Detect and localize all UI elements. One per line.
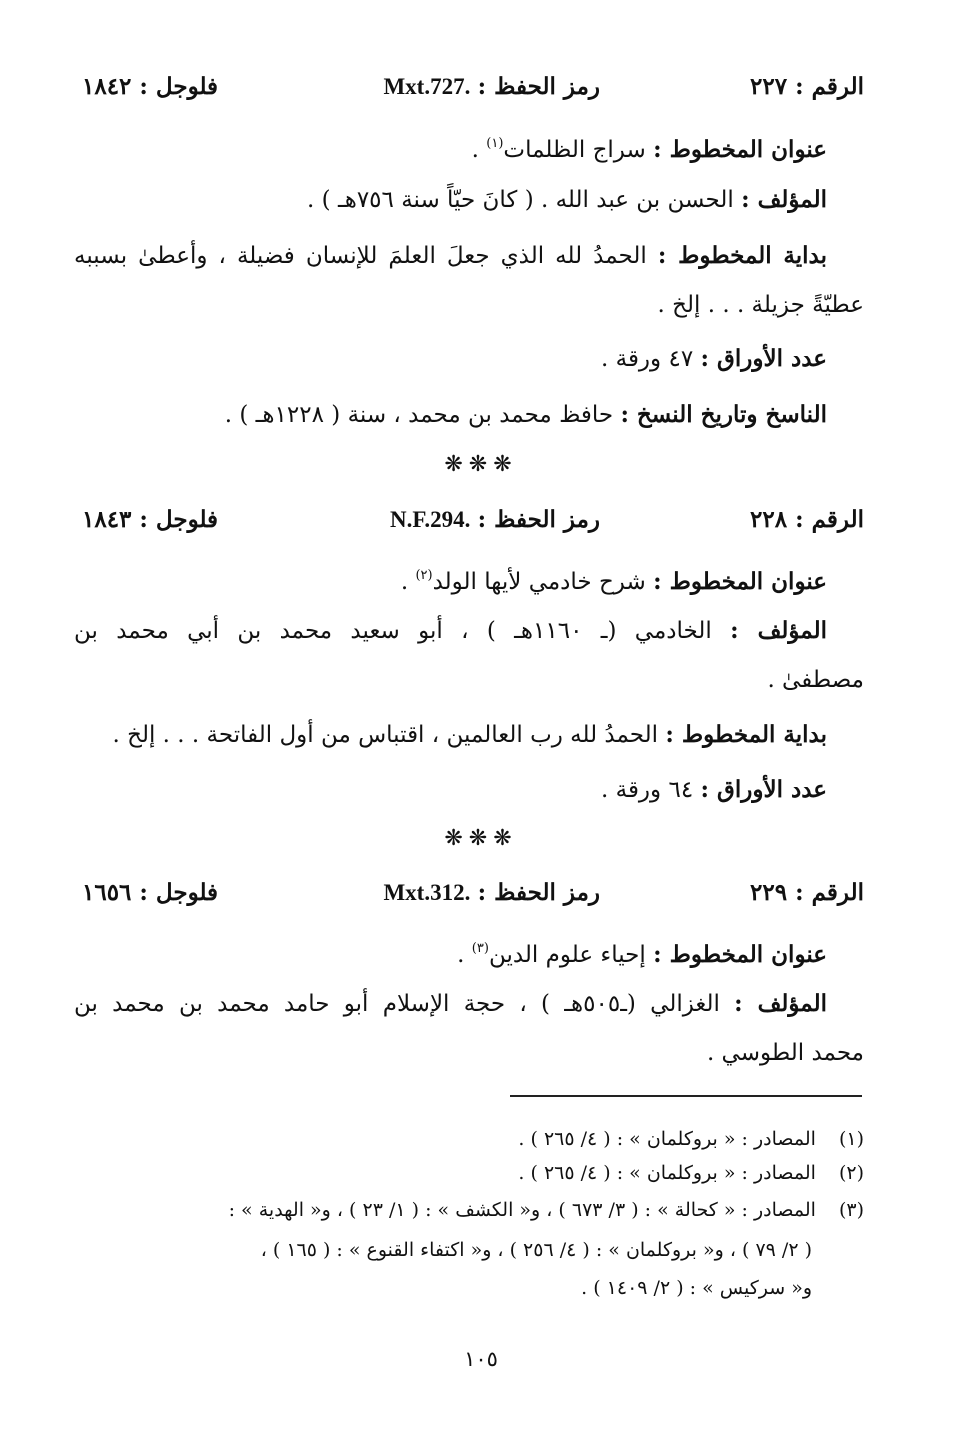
author-value: الغزالي (ـ٥٠٥هـ ) ، حجة الإسلام أبو حامد محمد بن محمد بن [74, 991, 720, 1017]
incipit-value: الحمدُ لله الذي جعلَ العلمَ للإنسان فضيلة ، وأعطىٰ بسببه [74, 243, 647, 269]
footnote-3-continuation: و« سركيس » : ( ٢/ ١٤٠٩ ) . [581, 1277, 812, 1299]
author-label: المؤلف : [741, 186, 827, 213]
entry-number: الرقم : ٢٢٨ [750, 506, 864, 533]
author-continuation: محمد الطوسي . [706, 1040, 864, 1066]
copyist-value: حافظ محمد بن محمد ، سنة ( ١٢٢٨هـ ) . [224, 402, 614, 428]
folios-value: ٦٤ ورقة . [600, 777, 694, 803]
shelfmark [383, 70, 600, 104]
title-label: عنوان المخطوط : [653, 136, 827, 163]
footnote-text: المصادر : « بروكلمان » : ( ٤/ ٢٦٥ ) . [518, 1128, 816, 1150]
title-end: . [400, 569, 409, 595]
title-value: شرح خادمي لأيها الولد [432, 569, 646, 595]
shelfmark-code: Mxt.312. [383, 880, 471, 905]
folios-line [74, 773, 827, 807]
footnote-number: (٣) [838, 1199, 864, 1221]
footnote-3-continuation: ( ٢/ ٧٩ ) ، و« بروكلمان » : ( ٤/ ٢٥٦ ) ، و« اكتفاء القنوع » : ( ١٦٥ ) ، [260, 1239, 812, 1261]
author-label: المؤلف : [734, 990, 827, 1017]
title-label: عنوان المخطوط : [653, 568, 827, 595]
title-value: سراج الظلمات [503, 137, 646, 163]
author-line [74, 614, 827, 648]
title-end: . [471, 137, 479, 163]
footnote-number: (٢) [838, 1162, 864, 1184]
title-end: . [457, 942, 465, 968]
footnote-text: المصادر : « كحالة » : ( ٣/ ٦٧٣ ) ، و« الكشف » : ( ١/ ٢٣ ) ، و« الهدية » : [228, 1199, 816, 1221]
shelfmark-label: رمز الحفظ : [477, 73, 600, 100]
author-value: الخادمي (ـ ١١٦٠هـ ) ، أبو سعيد محمد بن أبي محمد بن [74, 618, 712, 644]
section-separator: ❋❋❋ [444, 452, 518, 477]
copyist-label: الناسخ وتاريخ النسخ : [620, 401, 827, 428]
footnote-1 [74, 1123, 864, 1156]
author-label: المؤلف : [730, 617, 827, 644]
incipit-line [74, 718, 827, 752]
footnote-rule [510, 1095, 862, 1097]
shelfmark-code: N.F.294. [390, 507, 471, 532]
footnote-number: (١) [838, 1128, 864, 1150]
author-continuation: مصطفىٰ . [767, 667, 864, 693]
incipit-continuation: عطيّةً جزيلة . . . إلخ . [657, 292, 864, 318]
folios-label: عدد الأوراق : [700, 776, 827, 803]
page-number: ١٠٥ [464, 1347, 498, 1371]
shelfmark-code: Mxt.727. [383, 74, 471, 99]
title-value: إحياء علوم الدين [488, 942, 646, 968]
incipit-value: الحمدُ لله رب العالمين ، اقتباس من أول الفاتحة . . . إلخ . [112, 722, 659, 748]
shelfmark-label: رمز الحفظ : [477, 879, 600, 906]
folios-label: عدد الأوراق : [700, 345, 827, 372]
shelfmark [390, 503, 600, 537]
title-line [74, 932, 827, 972]
flugel-number: فلوجل : ١٦٥٦ [82, 879, 219, 906]
author-line [74, 183, 827, 217]
shelfmark-label: رمز الحفظ : [477, 506, 600, 533]
author-line [74, 987, 827, 1021]
title-label: عنوان المخطوط : [653, 941, 827, 968]
section-separator: ❋❋❋ [444, 826, 518, 851]
footnote-ref: (٢) [415, 568, 433, 583]
shelfmark [383, 876, 600, 910]
folios-line [74, 342, 827, 376]
incipit-label: بداية المخطوط : [665, 721, 827, 748]
folios-value: ٤٧ ورقة . [600, 346, 694, 372]
footnote-ref: (١) [486, 136, 504, 151]
footnote-text: المصادر : « بروكلمان » : ( ٤/ ٢٦٥ ) . [518, 1162, 816, 1184]
flugel-number: فلوجل : ١٨٤٣ [82, 506, 219, 533]
footnote-ref: (٣) [471, 941, 489, 956]
incipit-line [74, 239, 827, 273]
title-line [74, 127, 827, 167]
incipit-label: بداية المخطوط : [657, 242, 827, 269]
copyist-line [74, 398, 827, 432]
footnote-3 [74, 1194, 864, 1227]
footnote-2 [74, 1157, 864, 1190]
entry-number: الرقم : ٢٢٧ [750, 73, 864, 100]
title-line [74, 559, 827, 599]
entry-number: الرقم : ٢٢٩ [750, 879, 864, 906]
author-value: الحسن بن عبد الله . ( كانَ حيّاً سنة ٧٥٦هـ ) . [307, 187, 734, 213]
flugel-number: فلوجل : ١٨٤٢ [82, 73, 219, 100]
